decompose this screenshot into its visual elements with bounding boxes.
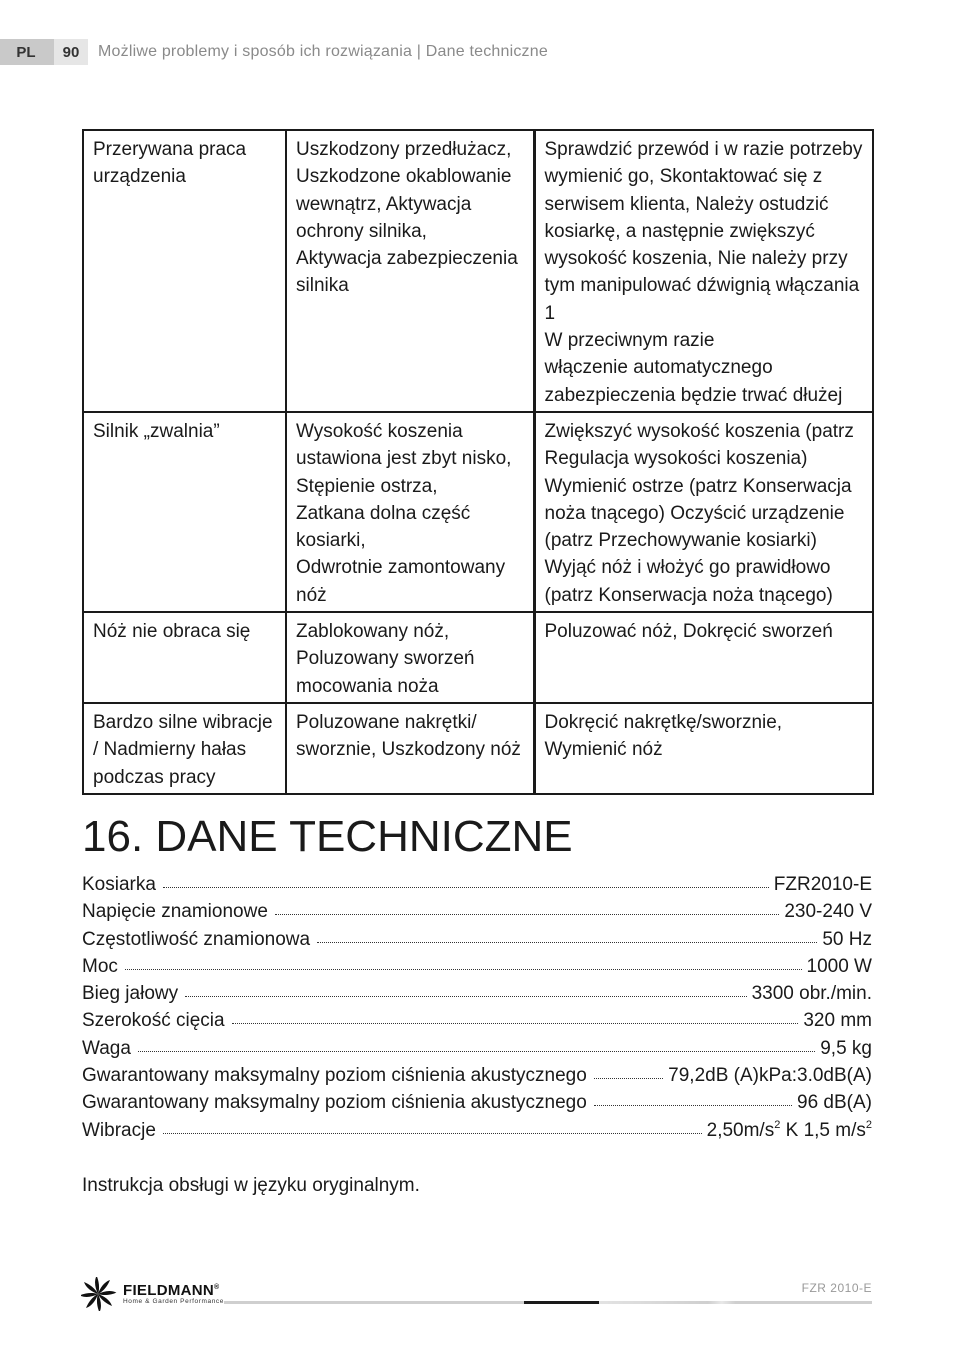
- spec-label: Bieg jałowy: [82, 983, 179, 1005]
- original-instructions-note: Instrukcja obsługi w języku oryginalnym.: [82, 1175, 420, 1196]
- spec-label: Napięcie znamionowe: [82, 901, 268, 923]
- problem-cell: Przerywana praca urządzenia: [83, 130, 286, 412]
- spec-row: [82, 1065, 872, 1092]
- spec-label: Częstotliwość znamionowa: [82, 928, 311, 950]
- brand-wordmark: FIELDMANN: [123, 1281, 215, 1299]
- trademark-symbol: ®: [214, 1283, 220, 1291]
- dot-leader: [594, 1105, 792, 1106]
- model-code: FZR 2010-E: [801, 1281, 872, 1295]
- superscript: 2: [865, 1118, 872, 1131]
- spec-row: [82, 901, 872, 928]
- spec-value: 320 mm: [803, 1010, 872, 1032]
- spec-row: [82, 1038, 872, 1065]
- uncertainty-value: K 1,5 m/s: [780, 1119, 866, 1141]
- spec-row: [82, 929, 872, 956]
- page-number: 90: [54, 39, 88, 65]
- spec-row: [82, 874, 872, 901]
- spec-value: 230-240 V: [784, 901, 872, 923]
- running-title: Możliwe problemy i sposób ich rozwiązania | Dane techniczne: [98, 43, 548, 60]
- dot-leader: [275, 914, 779, 915]
- table-row: [83, 412, 873, 612]
- spec-value: [707, 1120, 872, 1142]
- vibration-value: 2,50m/s: [706, 1119, 775, 1141]
- footer-rule-light: [224, 1301, 524, 1304]
- footer-rule-light: [599, 1301, 872, 1304]
- spec-value: 79,2dB (A)kPa:3.0dB(A): [668, 1065, 872, 1087]
- solution-cell: Zwiększyć wysokość koszenia (patrz Regulacja wysokości koszenia) Wymienić ostrze (patrz Konserwacja noża tnącego) Oczyścić urządzenie (patrz Przechowywanie kosiarki) Wyjąć nóż i włożyć go prawidłowo (patrz Konserwacja noża tnącego): [534, 412, 873, 612]
- fan-logo-icon: [81, 1277, 119, 1311]
- spec-label: Wibracje: [82, 1119, 156, 1141]
- spec-label: Gwarantowany maksymalny poziom ciśnienia akustycznego: [82, 1092, 587, 1114]
- solution-cell: Dokręcić nakrętkę/sworznie, Wymienić nóż: [534, 703, 873, 794]
- spec-row: [82, 983, 872, 1010]
- spec-label: Szerokość cięcia: [82, 1010, 225, 1032]
- spec-label: Gwarantowany maksymalny poziom ciśnienia akustycznego: [82, 1065, 587, 1087]
- problem-cell: Bardzo silne wibracje / Nadmierny hałas podczas pracy: [83, 703, 286, 794]
- spec-list: [82, 874, 872, 1147]
- cause-cell: Poluzowane nakrętki/ sworznie, Uszkodzony nóż: [286, 703, 534, 794]
- dot-leader: [232, 1023, 799, 1024]
- language-tab: PL: [0, 39, 54, 65]
- superscript: 2: [774, 1118, 781, 1131]
- spec-label: Moc: [82, 955, 118, 977]
- spec-row: [82, 956, 872, 983]
- spec-label: Kosiarka: [82, 874, 156, 895]
- page-header: [0, 39, 548, 65]
- cause-cell: Uszkodzony przedłużacz, Uszkodzone okablowanie wewnątrz, Aktywacja ochrony silnika, Aktywacja zabezpieczenia silnika: [286, 130, 534, 412]
- spec-value: FZR2010-E: [773, 874, 872, 895]
- problem-cell: Silnik „zwalnia”: [83, 412, 286, 612]
- dot-leader: [594, 1078, 663, 1079]
- cause-cell: Wysokość koszenia ustawiona jest zbyt nisko, Stępienie ostrza, Zatkana dolna część kosiarki, Odwrotnie zamontowany nóż: [286, 412, 534, 612]
- dot-leader: [125, 969, 802, 970]
- brand-tagline: Home & Garden Performance: [123, 1297, 224, 1305]
- brand-logo: [81, 1277, 224, 1311]
- footer-rule-dark: [524, 1301, 599, 1304]
- spec-row: [82, 1092, 872, 1119]
- spec-row: [82, 1010, 872, 1037]
- spec-value: 1000 W: [806, 955, 872, 977]
- troubleshooting-table: [82, 129, 874, 795]
- spec-value: 50 Hz: [822, 928, 872, 950]
- cause-cell: Zablokowany nóż, Poluzowany sworzeń mocowania noża: [286, 612, 534, 703]
- table-row: [83, 130, 873, 412]
- dot-leader: [317, 942, 817, 943]
- dot-leader: [163, 1133, 702, 1134]
- spec-label: Waga: [82, 1037, 131, 1059]
- spec-value: 9,5 kg: [820, 1037, 872, 1059]
- spec-value: 96 dB(A): [797, 1092, 872, 1114]
- solution-cell: Poluzować nóż, Dokręcić sworzeń: [534, 612, 873, 703]
- dot-leader: [138, 1051, 815, 1052]
- dot-leader: [163, 887, 769, 888]
- logo-text: [123, 1283, 224, 1306]
- brand-name: [123, 1283, 224, 1298]
- section-title: 16. DANE TECHNICZNE: [82, 812, 573, 861]
- table-row: [83, 703, 873, 794]
- table-row: [83, 612, 873, 703]
- problem-cell: Nóż nie obraca się: [83, 612, 286, 703]
- spec-value: 3300 obr./min.: [751, 983, 872, 1005]
- solution-cell: Sprawdzić przewód i w razie potrzeby wymienić go, Skontaktować się z serwisem klienta, Należy ostudzić kosiarkę, a następnie zwiększyć wysokość koszenia, Nie należy przy tym manipulować dźwignią włączania 1 W przeciwnym razie włączenie automatycznego zabezpieczenia będzie trwać dłużej: [534, 130, 873, 412]
- spec-row: [82, 1120, 872, 1147]
- dot-leader: [185, 996, 746, 997]
